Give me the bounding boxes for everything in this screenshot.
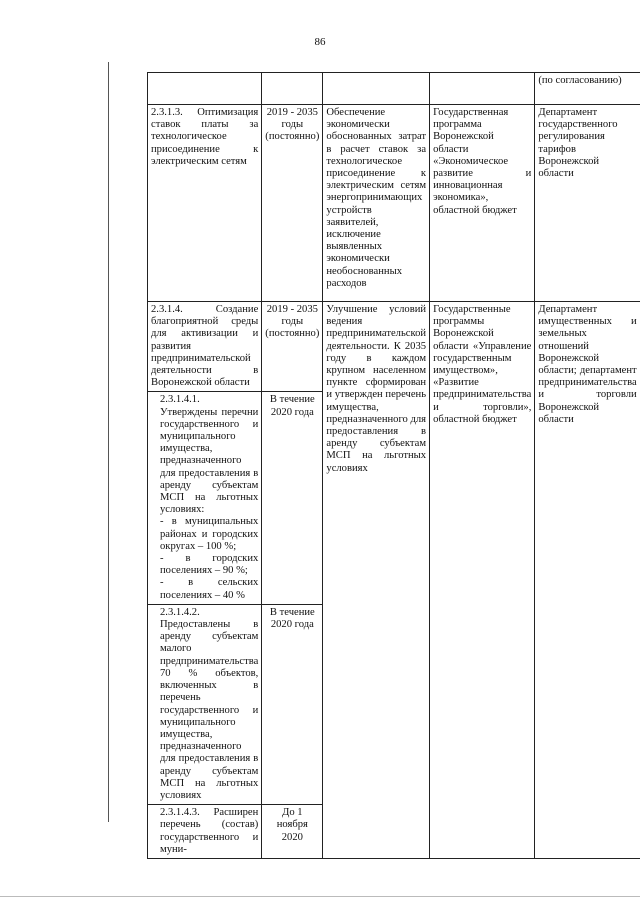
cell-subitem: 2.3.1.4.3. Расширен перечень (состав) государственного и муни-: [148, 805, 262, 859]
cell-term: До 1 ноября 2020: [262, 805, 323, 859]
cell-term: В течение 2020 года: [262, 392, 323, 604]
cell-activity: 2.3.1.4. Создание благоприятной среды для активизации и развития предпринимательской деятельности в Воронежской области: [148, 302, 262, 392]
page-edge: [0, 896, 640, 897]
cell-result: Обеспечение экономически обоснованных затрат в расчет ставок за технологическое присоединение к электрическим сетям энергопринимающих устройств заявителей, исключение выявленных экономически необоснованных расходов: [323, 105, 430, 302]
cell-source: Государственные программы Воронежской области «Управление государственным имуществом», «Развитие предпринимательства и торговли», областной бюджет: [430, 302, 535, 859]
subitem-text: 2.3.1.4.1. Утверждены перечни государственного и муниципального имущества, предназначенного для предоставления в аренду субъектам МСП на льготных условиях:: [160, 394, 259, 516]
table-row: [148, 73, 640, 105]
cell-term: В течение 2020 года: [262, 604, 323, 804]
cell-activity: [148, 73, 262, 105]
cell-subitem: [148, 392, 262, 604]
page-number: 86: [314, 36, 326, 48]
list-item: - в сельских поселениях – 40 %: [160, 577, 259, 601]
table-row: [148, 105, 640, 302]
cell-subitem: 2.3.1.4.2. Предоставлены в аренду субъектам малого предпринимательства 70 % объектов, включенных в перечень государственного и муниципального имущества, предназначенного для предоставления в аренду субъектам МСП на льготных условиях: [148, 604, 262, 804]
list-item: - в муниципальных районах и городских округах – 100 %;: [160, 516, 259, 552]
table-row: [148, 302, 640, 392]
cell-responsible: Департамент имущественных и земельных отношений Воронежской области; департамент предпринимательства и торговли Воронежской области: [535, 302, 640, 859]
margin-line: [108, 62, 109, 822]
subitem-bullets: [160, 516, 258, 601]
cell-result: Улучшение условий ведения предпринимательской деятельности. К 2035 году в каждом крупном населенном пункте сформирован и утвержден перечень имущества, предназначенного для предоставления в аренду субъектам МСП на льготных условиях: [323, 302, 430, 859]
cell-result: [323, 73, 430, 105]
cell-term: 2019 - 2035 годы (постоянно): [262, 105, 323, 302]
cell-responsible: (по согласованию): [535, 73, 640, 105]
cell-term: [262, 73, 323, 105]
list-item: - в городских поселениях – 90 %;: [160, 553, 259, 577]
activities-table: [147, 72, 640, 859]
cell-source: Государственная программа Воронежской области «Экономическое развитие и инновационная экономика», областной бюджет: [430, 105, 535, 302]
cell-responsible: Департамент государственного регулирования тарифов Воронежской области: [535, 105, 640, 302]
cell-activity: 2.3.1.3. Оптимизация ставок платы за технологическое присоединение к электрическим сетям: [148, 105, 262, 302]
cell-term: 2019 - 2035 годы (постоянно): [262, 302, 323, 392]
cell-source: [430, 73, 535, 105]
